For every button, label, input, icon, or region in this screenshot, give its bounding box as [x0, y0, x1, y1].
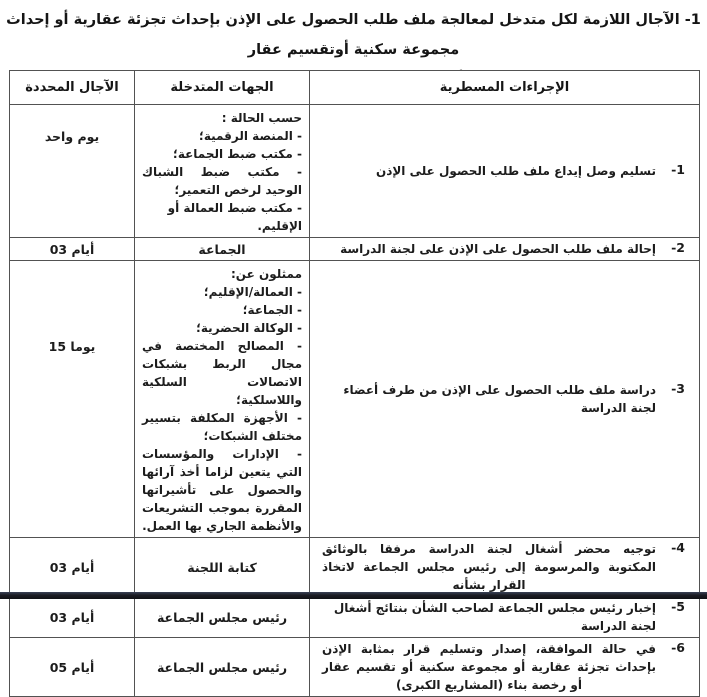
procedure-number: 3- — [671, 381, 685, 396]
parties-cell — [135, 597, 310, 638]
deadline-cell — [10, 597, 135, 638]
party-line: - المصالح المختصة في مجال الربط بشبكات الاتصالات السلكية واللاسلكية؛ — [142, 339, 302, 407]
procedure-number: 5- — [671, 599, 685, 614]
procedure-number: 4- — [671, 540, 685, 555]
title-line-1: 1- الآجال اللازمة لكل متدخل لمعالجة ملف طلب الحصول على الإذن بإحداث تجزئة عقارية أو إحداث مجموعة سكنية أوتقسيم عقار — [6, 12, 701, 58]
parties-cell — [135, 638, 310, 697]
party-line: ممثلون عن: — [230, 267, 302, 281]
table-header-row — [10, 71, 700, 105]
deadline-value: 03 أيام — [49, 559, 95, 575]
deadline-value: 03 أيام — [49, 241, 95, 257]
deadline-cell — [10, 638, 135, 697]
parties-cell — [135, 261, 310, 538]
party-line: - المنصة الرقمية؛ — [199, 129, 302, 143]
table-row — [10, 261, 700, 538]
procedure-number: 2- — [671, 240, 685, 255]
deadline-value: 15 يوما — [48, 339, 96, 354]
header-procedures: الإجراءات المسطرية — [310, 71, 700, 105]
parties-cell — [135, 538, 310, 597]
party-line: - الجماعة؛ — [242, 303, 302, 317]
deadline-cell — [10, 538, 135, 597]
header-deadlines: الآجال المحددة — [10, 71, 135, 105]
procedure-cell — [310, 538, 700, 597]
table-row — [10, 597, 700, 638]
procedure-cell — [310, 261, 700, 538]
party-line: - الأجهزة المكلفة بتسيير مختلف الشبكات؛ — [142, 411, 302, 443]
party-line: كتابة اللجنة — [187, 559, 257, 575]
table-row — [10, 638, 700, 697]
procedure-text: إحالة ملف طلب الحصول على الإذن على لجنة الدراسة — [340, 242, 656, 256]
procedures-table — [9, 70, 700, 697]
deadline-value: يوم واحد — [44, 129, 100, 144]
party-line: - الإدارات والمؤسسات التي يتعين لزاما أخذ آرائها والحصول على تأشيراتها المقررة بموجب التشريعات والأنظمة الجاري بها العمل. — [142, 447, 302, 533]
deadline-cell — [10, 261, 135, 538]
party-line: رئيس مجلس الجماعة — [156, 659, 288, 675]
deadline-cell — [10, 105, 135, 238]
procedure-number: 6- — [671, 640, 685, 655]
parties-cell — [135, 105, 310, 238]
procedure-cell — [310, 238, 700, 261]
party-line: حسب الحالة : — [221, 111, 302, 125]
party-line: رئيس مجلس الجماعة — [156, 609, 288, 625]
table-row — [10, 538, 700, 597]
window-bottom-edge — [0, 592, 707, 599]
table-row — [10, 105, 700, 238]
procedure-text: دراسة ملف طلب الحصول على الإذن من طرف أعضاء لجنة الدراسة — [343, 383, 656, 415]
procedure-number: 1- — [671, 162, 685, 177]
deadline-cell — [10, 238, 135, 261]
procedure-cell — [310, 597, 700, 638]
procedure-text: تسليم وصل إيداع ملف طلب الحصول على الإذن — [375, 164, 656, 178]
deadline-value: 05 أيام — [49, 659, 95, 675]
party-line: الجماعة — [198, 241, 246, 257]
procedure-text: توجيه محضر أشغال لجنة الدراسة مرفقا بالوثائق المكتوبة والمرسومة إلى رئيس مجلس الجماعة لاتخاذ القرار بشأنه — [322, 542, 656, 592]
party-line: - الوكالة الحضرية؛ — [196, 321, 302, 335]
party-line: - مكتب ضبط العمالة أو الإقليم. — [167, 201, 302, 233]
procedure-cell — [310, 638, 700, 697]
procedure-text: في حالة الموافقة، إصدار وتسليم قرار بمثابة الإذن بإحداث تجزئة عقارية أو مجموعة سكنية أو تقسيم عقار أو رخصة بناء (المشاريع الكبرى) — [322, 642, 656, 692]
procedure-cell — [310, 105, 700, 238]
deadline-value: 03 أيام — [49, 609, 95, 625]
parties-cell — [135, 238, 310, 261]
party-line: - مكتب ضبط الشباك الوحيد لرخص التعمير؛ — [142, 165, 302, 197]
header-parties: الجهات المتدخلة — [135, 71, 310, 105]
procedure-text: إخبار رئيس مجلس الجماعة لصاحب الشأن بنتائج أشغال لجنة الدراسة — [333, 601, 656, 633]
party-line: - مكتب ضبط الجماعة؛ — [173, 147, 302, 161]
table-row — [10, 238, 700, 261]
party-line: - العمالة/الإقليم؛ — [203, 285, 302, 299]
